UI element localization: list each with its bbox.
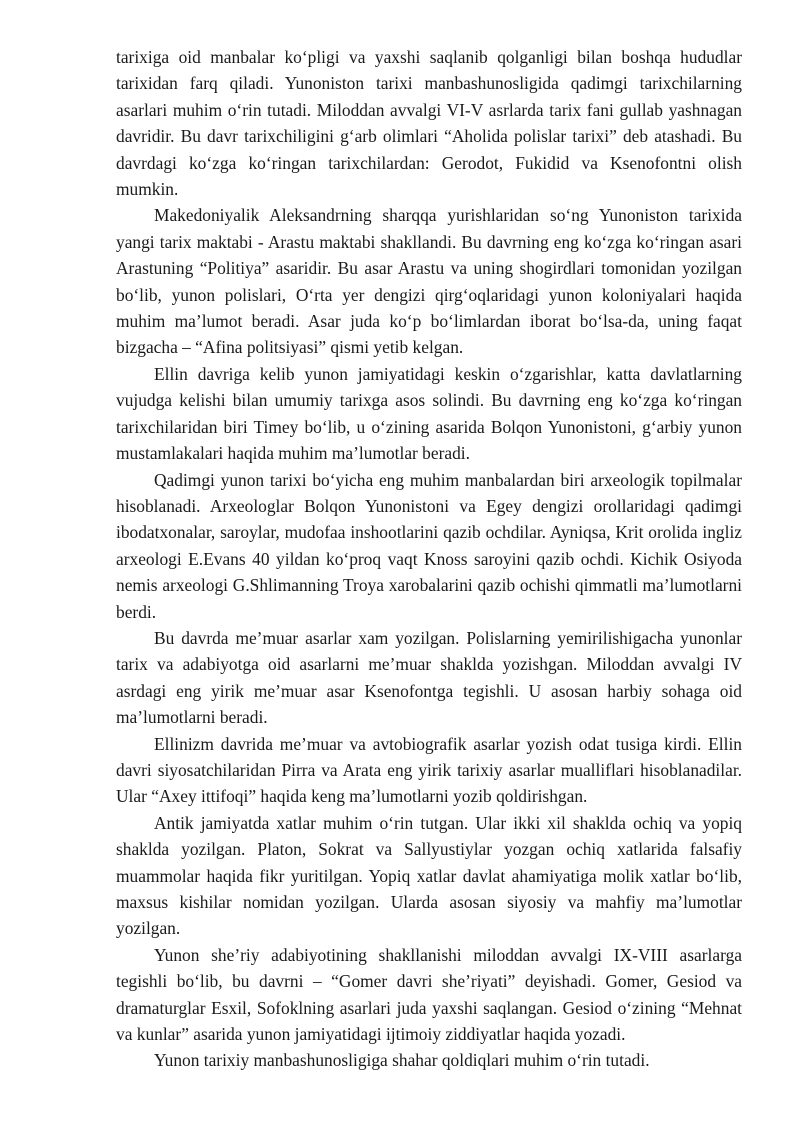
paragraph-2: Makedoniyalik Aleksandrning sharqqa yurishlaridan soʻng Yunoniston tarixida yangi tarix maktabi - Arastu maktabi shakllandi. Bu davrning eng koʻzga koʻringan asari Arastuning “Politiya” asaridir. Bu asar Arastu va uning shogirdlari tomonidan yozilgan boʻlib, yunon polislari, Oʻrta yer dengizi qirgʻoqlaridagi yunon koloniyalari haqida muhim maʼlumot beradi. Asar juda koʻp boʻlimlardan iborat boʻlsa-da, uning faqat bizgacha – “Afina politsiyasi” qismi yetib kelgan. xyxy=(116,205,742,358)
paragraph-5: Bu davrda meʼmuar asarlar xam yozilgan. Polislarning yemirilishigacha yunonlar tarix va adabiyotga oid asarlarni meʼmuar shaklda yozishgan. Miloddan avvalgi IV asrdagi eng yirik meʼmuar asar Ksenofontga tegishli. U asosan harbiy sohaga oid maʼlumotlarni beradi. xyxy=(116,627,742,728)
document-page xyxy=(116,44,742,1074)
paragraph-4: Qadimgi yunon tarixi boʻyicha eng muhim manbalardan biri arxeologik topilmalar hisoblanadi. Arxeologlar Bolqon Yunonistoni va Egey dengizi orollaridagi qadimgi ibodatxonalar, saroylar, mudofaa inshootlarini qazib ochdilar. Ayniqsa, Krit orolida ingliz arxeologi E.Evans 40 yildan koʻproq vaqt Knoss saroyini qazib ochdi. Kichik Osiyoda nemis arxeologi G.Shlimanning Troya xarobalarini qazib ochishi qimmatli maʼlumotlarni berdi. xyxy=(116,469,742,622)
paragraph-7: Antik jamiyatda xatlar muhim oʻrin tutgan. Ular ikki xil shaklda ochiq va yopiq shaklda yozilgan. Platon, Sokrat va Sallyustiylar yozgan ochiq xatlarida falsafiy muammolar haqida fikr yuritilgan. Yopiq xatlar davlat ahamiyatiga molik xatlar boʻlib, maxsus kishilar nomidan yozilgan. Ularda asosan siyosiy va mahfiy maʼlumotlar yozilgan. xyxy=(116,812,742,939)
paragraph-3: Ellin davriga kelib yunon jamiyatidagi keskin oʻzgarishlar, katta davlatlarning vujudga kelishi bilan umumiy tarixga asos solindi. Bu davrning eng koʻzga koʻringan tarixchilaridan biri Timey boʻlib, u oʻzining asarida Bolqon Yunonistoni, gʻarbiy yunon mustamlakalari haqida muhim maʼlumotlar beradi. xyxy=(116,363,742,464)
paragraph-1: tarixiga oid manbalar koʻpligi va yaxshi saqlanib qolganligi bilan boshqa hududlar tarixidan farq qiladi. Yunoniston tarixi manbashunosligida qadimgi tarixchilarning asarlari muhim oʻrin tutadi. Miloddan avvalgi VI-V asrlarda tarix fani gullab yashnagan davridir. Bu davr tarixchiligini gʻarb olimlari “Aholida polislar tarixi” deb atashadi. Bu davrdagi koʻzga koʻringan tarixchilardan: Gerodot, Fukidid va Ksenofontni olish mumkin. xyxy=(116,47,742,200)
paragraph-8: Yunon sheʼriy adabiyotining shakllanishi miloddan avvalgi IX-VIII asarlarga tegishli boʻlib, bu davrni – “Gomer davri sheʼriyati” deyishadi. Gomer, Gesiod va dramaturglar Esxil, Sofoklning asarlari juda yaxshi saqlangan. Gesiod oʻzining “Mehnat va kunlar” asarida yunon jamiyatidagi ijtimoiy ziddiyatlar haqida yozadi. xyxy=(116,944,742,1045)
paragraph-6: Ellinizm davrida meʼmuar va avtobiografik asarlar yozish odat tusiga kirdi. Ellin davri siyosatchilaridan Pirra va Arata eng yirik tarixiy asarlar mualliflari hisoblanadilar. Ular “Axey ittifoqi” haqida keng maʼlumotlarni yozib qoldirishgan. xyxy=(116,733,742,807)
paragraph-9: Yunon tarixiy manbashunosligiga shahar qoldiqlari muhim oʻrin tutadi. xyxy=(154,1050,650,1071)
